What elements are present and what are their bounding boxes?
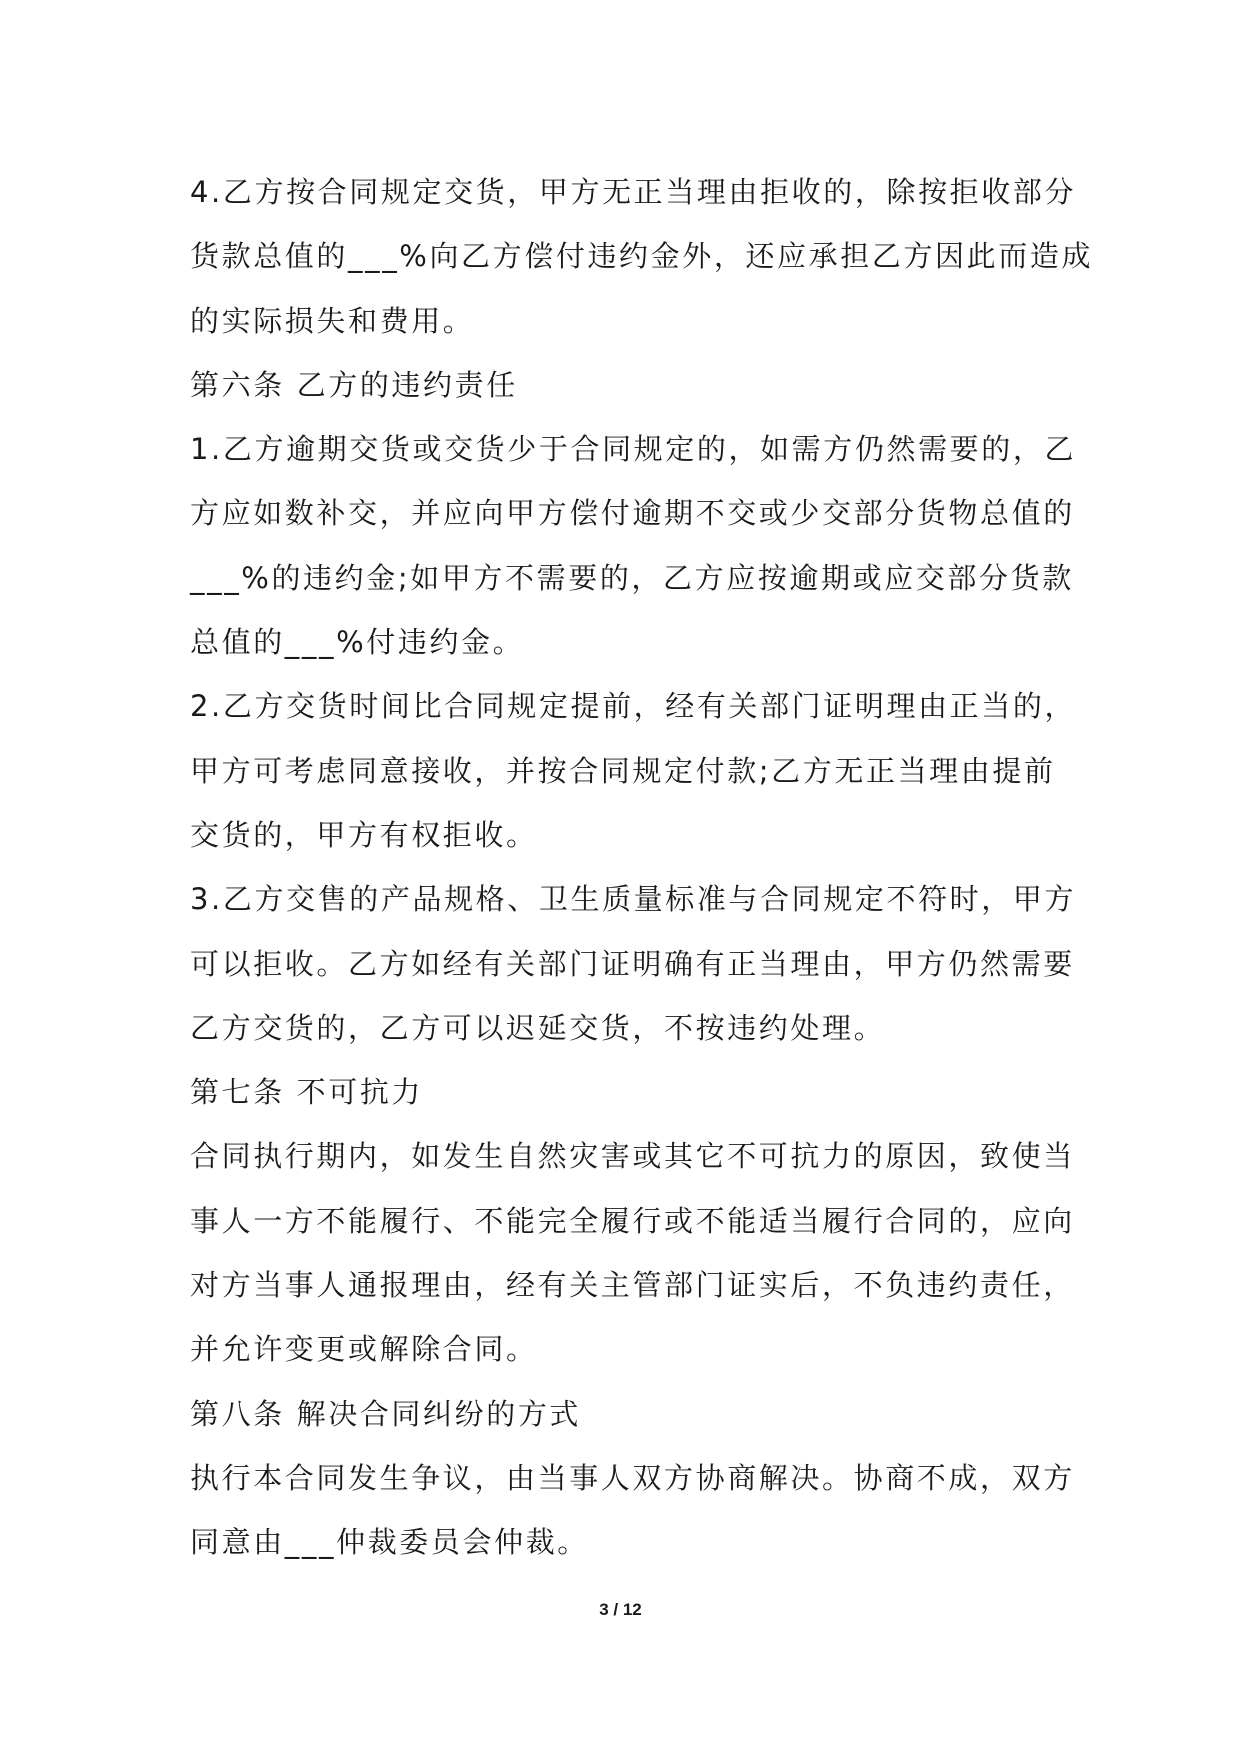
article-6-item-1-line-4: 总值的___%付违约金。 xyxy=(190,625,525,660)
document-body xyxy=(190,160,1094,1575)
page-number: 3 / 12 xyxy=(599,1600,642,1619)
article-6-item-2-line-1: 2.乙方交货时间比合同规定提前，经有关部门证明理由正当的， xyxy=(190,689,1077,724)
article-7-body-line-4: 并允许变更或解除合同。 xyxy=(190,1332,538,1367)
clause-5-item-4-line-2: 货款总值的___%向乙方偿付违约金外，还应承担乙方因此而造成 xyxy=(190,239,1094,274)
article-7-body-line-3: 对方当事人通报理由，经有关主管部门证实后，不负违约责任， xyxy=(190,1268,1075,1303)
article-7-body-line-2: 事人一方不能履行、不能完全履行或不能适当履行合同的，应向 xyxy=(190,1203,1075,1238)
article-6-item-3-line-3: 乙方交货的，乙方可以迟延交货，不按违约处理。 xyxy=(190,1010,886,1045)
article-6-item-2-line-2: 甲方可考虑同意接收，并按合同规定付款;乙方无正当理由提前 xyxy=(190,753,1056,788)
article-8-body-line-1: 执行本合同发生争议，由当事人双方协商解决。协商不成，双方 xyxy=(190,1460,1075,1495)
clause-5-item-4-line-1: 4.乙方按合同规定交货，甲方无正当理由拒收的，除按拒收部分 xyxy=(190,175,1077,209)
article-6-item-3-line-2: 可以拒收。乙方如经有关部门证明确有正当理由，甲方仍然需要 xyxy=(190,946,1075,981)
article-6-item-3-line-1: 3.乙方交售的产品规格、卫生质量标准与合同规定不符时，甲方 xyxy=(190,882,1077,917)
article-7-body-line-1: 合同执行期内，如发生自然灾害或其它不可抗力的原因，致使当 xyxy=(190,1139,1075,1174)
article-8-heading: 第八条 解决合同纠纷的方式 xyxy=(190,1396,582,1431)
article-6-item-1-line-1: 1.乙方逾期交货或交货少于合同规定的，如需方仍然需要的，乙 xyxy=(190,432,1077,467)
clause-5-item-4-line-3: 的实际损失和费用。 xyxy=(190,303,475,338)
article-6-item-1-line-2: 方应如数补交，并应向甲方偿付逾期不交或少交部分货物总值的 xyxy=(190,496,1075,531)
article-6-heading: 第六条 乙方的违约责任 xyxy=(190,367,518,402)
article-7-heading: 第七条 不可抗力 xyxy=(190,1075,424,1110)
article-6-item-1-line-3: ___%的违约金;如甲方不需要的，乙方应按逾期或应交部分货款 xyxy=(190,560,1074,595)
article-6-item-2-line-3: 交货的，甲方有权拒收。 xyxy=(190,817,538,852)
article-8-body-line-2: 同意由___仲裁委员会仲裁。 xyxy=(190,1525,589,1560)
